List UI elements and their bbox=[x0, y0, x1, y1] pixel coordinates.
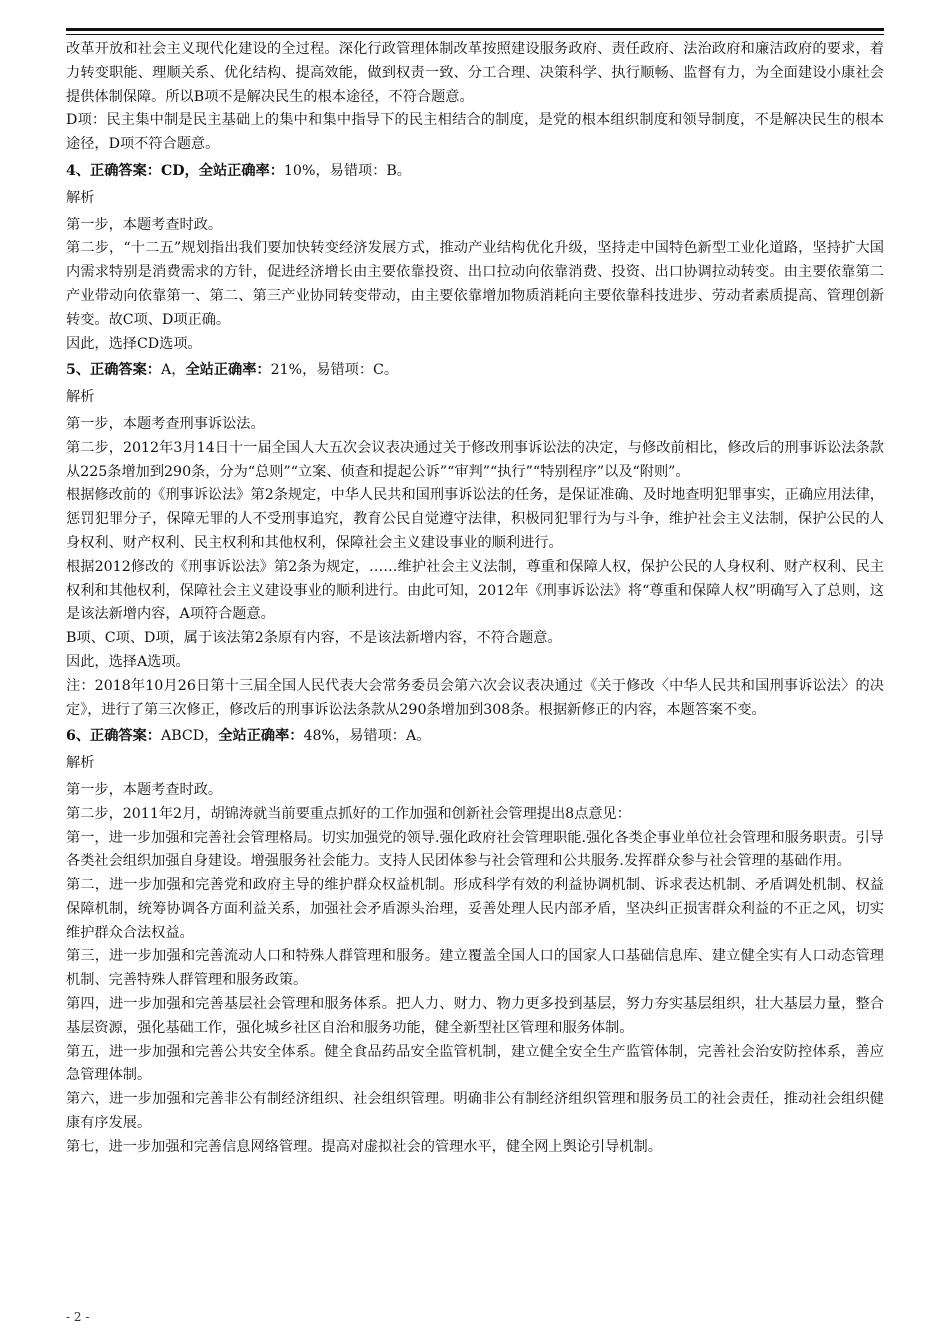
header-rule-thick bbox=[66, 28, 884, 31]
paragraph: 第二，进一步加强和完善党和政府主导的维护群众权益机制。形成科学有效的利益协调机制、诉求表达机制、矛盾调处机制、权益保障机制，统筹协调各方面利益关系，加强社会矛盾源头治理，妥善处理人民内部矛盾，坚决纠正损害群众利益的不正之风，切实维护群众合法权益。 bbox=[66, 877, 884, 941]
paragraph: 因此，选择A选项。 bbox=[66, 653, 190, 670]
analysis-label: 解析 bbox=[66, 189, 95, 206]
paragraph: 注：2018年10月26日第十三届全国人民代表大会常务委员会第六次会议表决通过《关于修改〈中华人民共和国刑事诉讼法〉的决定》，进行了第三次修正，修改后的刑事诉讼法条款从290条增加到308条。根据新修正的内容，本题答案不变。 bbox=[66, 677, 884, 718]
paragraph: 第一，进一步加强和完善社会管理格局。切实加强党的领导.强化政府社会管理职能.强化各类企事业单位社会管理和服务职责。引导各类社会组织加强自身建设。增强服务社会能力。支持人民团体参与社会管理和公共服务.发挥群众参与社会管理的基础作用。 bbox=[66, 829, 884, 870]
paragraph: 第一步，本题考查刑事诉讼法。 bbox=[66, 415, 265, 432]
paragraph: 第七，进一步加强和完善信息网络管理。提高对虚拟社会的管理水平，健全网上舆论引导机制。 bbox=[66, 1138, 662, 1155]
answer-heading-bold: 5、正确答案： bbox=[66, 362, 161, 379]
paragraph: 因此，选择CD选项。 bbox=[66, 335, 202, 352]
document-body bbox=[66, 38, 884, 1160]
paragraph: 第一步，本题考查时政。 bbox=[66, 781, 223, 798]
paragraph: 根据修改前的《刑事诉讼法》第2条规定，中华人民共和国刑事诉讼法的任务，是保证准确、及时地查明犯罪事实，正确应用法律，惩罚犯罪分子，保障无罪的人不受刑事追究，教育公民自觉遵守法律，积极同犯罪行为与斗争，维护社会主义法制，保护公民的人身权利、财产权利、民主权利和其他权利，保障社会主义建设事业的顺利进行。 bbox=[66, 487, 884, 551]
analysis-label: 解析 bbox=[66, 755, 95, 772]
answer-heading-bold: 4、正确答案：CD，全站正确率： bbox=[66, 162, 284, 179]
paragraph: 第四，进一步加强和完善基层社会管理和服务体系。把人力、财力、物力更多投到基层，努力夯实基层组织，壮大基层力量，整合基层资源，强化基础工作，强化城乡社区自治和服务功能，健全新型社区管理和服务体制。 bbox=[66, 996, 884, 1036]
header-rule-thin bbox=[66, 34, 884, 35]
answer-heading bbox=[66, 725, 884, 749]
answer-heading bbox=[66, 359, 884, 383]
analysis-label: 解析 bbox=[66, 389, 95, 406]
page-number: - 2 - bbox=[66, 1310, 90, 1324]
paragraph: 第六，进一步加强和完善非公有制经济组织、社会组织管理。明确非公有制经济组织管理和服务员工的社会责任，推动社会组织健康有序发展。 bbox=[66, 1091, 884, 1132]
paragraph: D项：民主集中制是民主基础上的集中和集中指导下的民主相结合的制度，是党的根本组织制度和领导制度，不是解决民生的根本途径，D项不符合题意。 bbox=[66, 112, 884, 153]
answer-heading-bold2: 全站正确率： bbox=[185, 362, 271, 379]
answer-heading-mid: A， bbox=[161, 362, 186, 379]
answer-heading-bold2: 全站正确率： bbox=[218, 728, 304, 745]
answer-heading-rest: 21%，易错项：C。 bbox=[270, 362, 399, 379]
paragraph: 第二步，2012年3月14日十一届全国人大五次会议表决通过关于修改刑事诉讼法的决定，与修改前相比，修改后的刑事诉讼法条款从225条增加到290条，分为“总则”“立案、侦查和提起公诉”“审判”“执行”“特别程序”以及“附则”。 bbox=[66, 439, 884, 480]
answer-heading bbox=[66, 160, 884, 184]
answer-heading-rest: 48%，易错项：A。 bbox=[303, 728, 431, 745]
paragraph: 第二步，“十二五”规划指出我们要加快转变经济发展方式，推动产业结构优化升级，坚持走中国特色新型工业化道路，坚持扩大国内需求特别是消费需求的方针，促进经济增长由主要依靠投资、出口拉动向依靠消费、投资、出口协调拉动转变。由主要依靠第二产业带动向依靠第一、第二、第三产业协同转变带动，由主要依靠增加物质消耗向主要依靠科技进步、劳动者素质提高、管理创新转变。故C项、D项正确。 bbox=[66, 240, 884, 328]
paragraph: 第二步，2011年2月，胡锦涛就当前要重点抓好的工作加强和创新社会管理提出8点意见： bbox=[66, 805, 631, 822]
answer-heading-bold: 6、正确答案： bbox=[66, 728, 161, 745]
paragraph: 第一步，本题考查时政。 bbox=[66, 216, 223, 233]
answer-heading-mid: ABCD， bbox=[161, 728, 219, 745]
paragraph: B项、C项、D项，属于该法第2条原有内容，不是该法新增内容，不符合题意。 bbox=[66, 630, 562, 647]
paragraph: 第五，进一步加强和完善公共安全体系。健全食品药品安全监管机制，建立健全安全生产监管体制，完善社会治安防控体系，善应急管理体制。 bbox=[66, 1043, 884, 1084]
answer-heading-rest: 10%，易错项：B。 bbox=[283, 162, 411, 179]
paragraph: 根据2012修改的《刑事诉讼法》第2条为规定，……维护社会主义法制，尊重和保障人权，保护公民的人身权利、财产权利、民主权利和其他权利，保障社会主义建设事业的顺利进行。由此可知，2012年《刑事诉讼法》将“尊重和保障人权”明确写入了总则，这是该法新增内容，A项符合题意。 bbox=[66, 558, 884, 623]
paragraph: 第三，进一步加强和完善流动人口和特殊人群管理和服务。建立覆盖全国人口的国家人口基础信息库、建立健全实有人口动态管理机制、完善特殊人群管理和服务政策。 bbox=[66, 948, 884, 989]
paragraph: 改革开放和社会主义现代化建设的全过程。深化行政管理体制改革按照建设服务政府、责任政府、法治政府和廉洁政府的要求，着力转变职能、理顺关系、优化结构、提高效能，做到权责一致、分工合理、决策科学、执行顺畅、监督有力，为全面建设小康社会提供体制保障。所以B项不是解决民生的根本途径，不符合题意。 bbox=[66, 41, 884, 105]
